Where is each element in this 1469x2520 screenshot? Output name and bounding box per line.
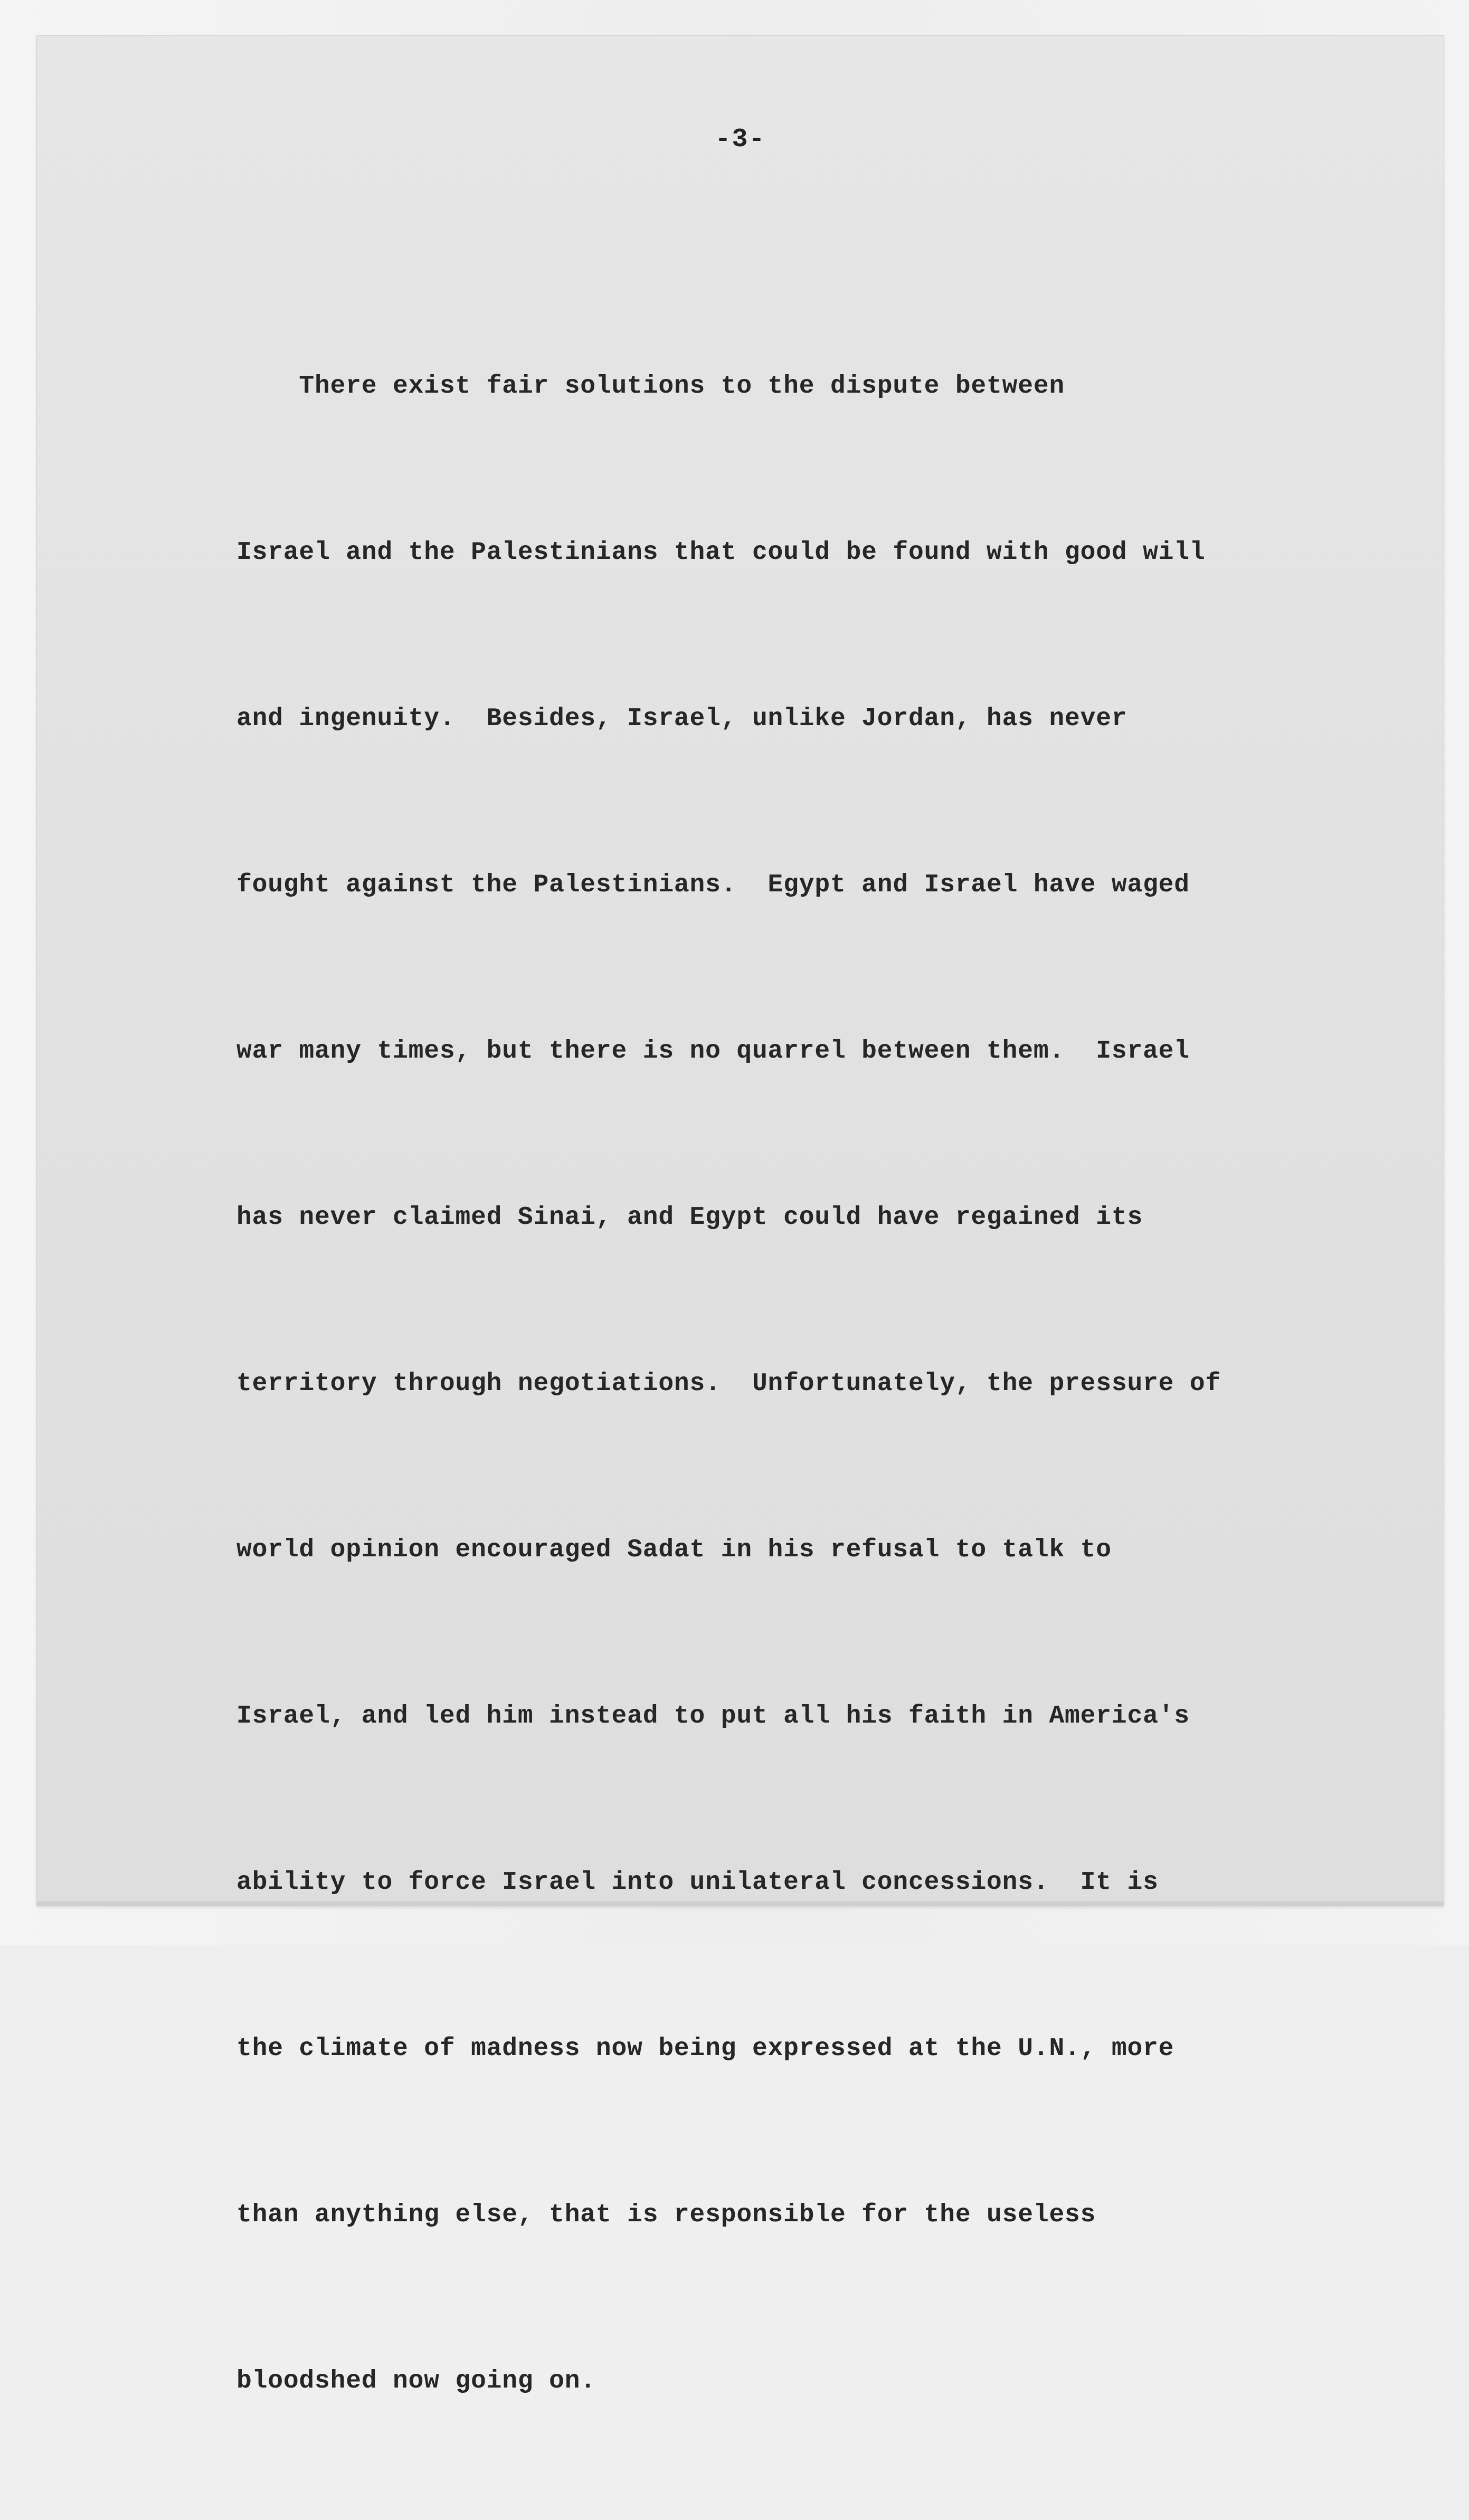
text-line: fought against the Palestinians. Egypt and Israel have waged [236,871,1190,899]
text-line: has never claimed Sinai, and Egypt could have regained its [236,1203,1143,1232]
text-line: territory through negotiations. Unfortunately, the pressure of [236,1370,1221,1398]
text-line: ability to force Israel into unilateral concessions. It is [236,1868,1159,1897]
document-page [37,36,1444,2395]
text-line: There exist fair solutions to the dispute between [236,372,1065,401]
text-line: and ingenuity. Besides, Israel, unlike Jordan, has never [236,705,1127,733]
text-line: than anything else, that is responsible for the useless [236,2201,1096,2229]
typed-paragraph [236,248,1345,2520]
page-bottom-edge [37,1901,1444,1906]
text-line: the climate of madness now being expressed at the U.N., more [236,2034,1174,2063]
text-line: Israel and the Palestinians that could be found with good will [236,538,1206,567]
text-line: bloodshed now going on. [236,2367,596,2395]
text-line: Israel, and led him instead to put all his faith in America's [236,1702,1190,1730]
page-number: -3- [715,125,766,155]
text-line: world opinion encouraged Sadat in his refusal to talk to [236,1536,1112,1564]
text-line: war many times, but there is no quarrel between them. Israel [236,1037,1190,1066]
